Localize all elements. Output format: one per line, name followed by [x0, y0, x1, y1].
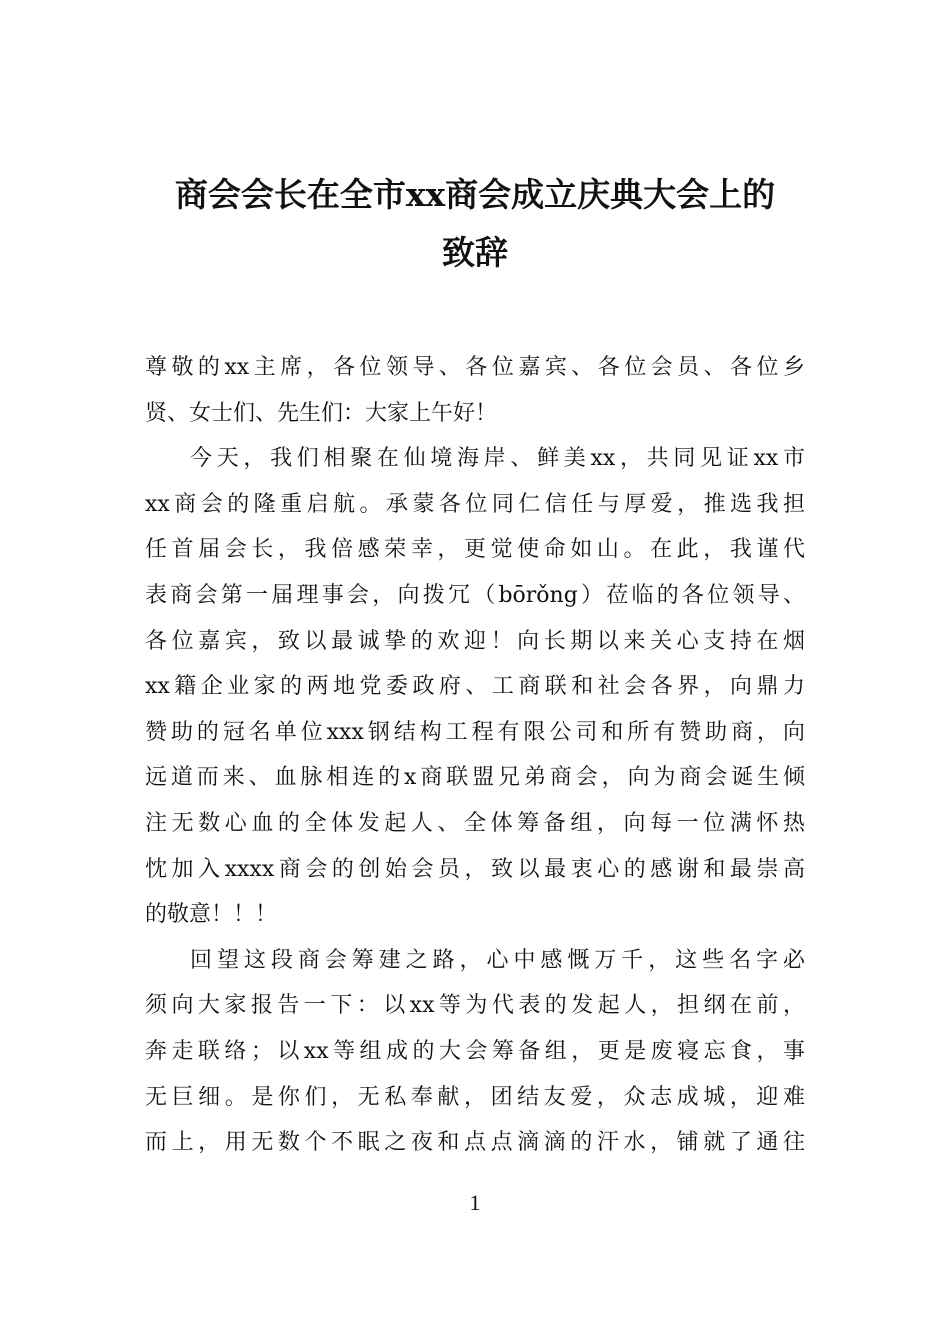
text-line: xx籍企业家的两地党委政府、工商联和社会各界，向鼎力 [145, 674, 805, 700]
text-line: xx商会的隆重启航。承蒙各位同仁信任与厚爱，推选我担 [145, 491, 805, 517]
text-line: 的敬意！！！ [145, 902, 278, 928]
text-line: 而上，用无数个不眠之夜和点点滴滴的汗水，铺就了通往 [145, 1130, 805, 1156]
text-line: 尊敬的xx主席，各位领导、各位嘉宾、各位会员、各位乡 [145, 355, 805, 380]
text-line: 回望这段商会筹建之路，心中感慨万千，这些名字必 [190, 947, 805, 973]
title-line: 商会会长在全市xx商会成立庆典大会上的 [174, 175, 776, 214]
text-line: 各位嘉宾，致以最诚挚的欢迎！向长期以来关心支持在烟 [145, 628, 805, 654]
text-line: 贤、女士们、先生们：大家上午好！ [145, 400, 498, 426]
document-body [145, 345, 805, 1166]
document-title [145, 166, 805, 282]
paragraph-salutation [145, 345, 805, 436]
text-line: 须向大家报告一下：以xx等为代表的发起人，担纲在前， [145, 993, 805, 1019]
text-line: 忱加入xxxx商会的创始会员，致以最衷心的感谢和最崇高 [145, 856, 805, 882]
text-line: 奔走联络；以xx等组成的大会筹备组，更是废寝忘食，事 [145, 1038, 805, 1064]
title-line: 致辞 [442, 233, 508, 272]
paragraph [145, 436, 805, 938]
text-line: 表商会第一届理事会，向拨冗（bōrǒng）莅临的各位领导、 [145, 582, 805, 608]
text-line: 无巨细。是你们，无私奉献，团结友爱，众志成城，迎难 [145, 1084, 805, 1110]
page-number: 1 [469, 1190, 481, 1215]
paragraph [145, 938, 805, 1166]
text-line: 赞助的冠名单位xxx钢结构工程有限公司和所有赞助商，向 [145, 719, 805, 745]
text-line: 今天，我们相聚在仙境海岸、鲜美xx，共同见证xx市 [190, 446, 805, 472]
text-line: 远道而来、血脉相连的x商联盟兄弟商会，向为商会诞生倾 [145, 765, 805, 791]
text-line: 注无数心血的全体发起人、全体筹备组，向每一位满怀热 [145, 810, 805, 836]
text-line: 任首届会长，我倍感荣幸，更觉使命如山。在此，我谨代 [145, 537, 805, 563]
